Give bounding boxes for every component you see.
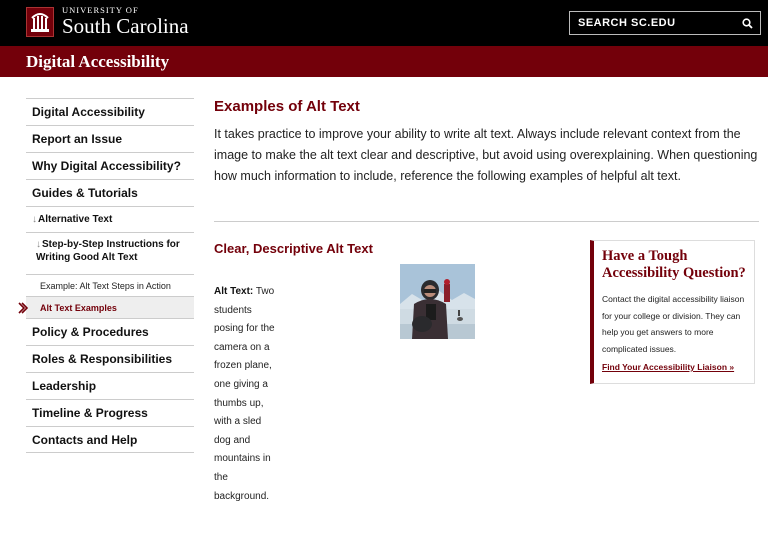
sidebar-item-timeline-progress[interactable]: Timeline & Progress [26,399,194,426]
logo-south-carolina: South Carolina [62,13,189,38]
sidebar-item-label: Alternative Text [38,214,113,225]
top-header [0,0,768,46]
accessibility-question-callout [590,240,755,384]
sidebar-item-policy-procedures[interactable]: Policy & Procedures [26,318,194,345]
callout-title: Have a Tough Accessibility Question? [602,248,746,281]
search-input[interactable] [570,12,730,34]
sidebar-item-roles-responsibilities[interactable]: Roles & Responsibilities [26,345,194,372]
sidebar-item-example-steps[interactable]: Example: Alt Text Steps in Action [26,274,194,296]
page-title: Examples of Alt Text [214,98,360,115]
find-liaison-link[interactable]: Find Your Accessibility Liaison » [602,362,735,372]
down-arrow-icon: ↓ [36,239,41,250]
sidebar-item-label: Step-by-Step Instructions for Writing Good Alt Text [36,239,180,263]
section-divider [214,221,759,222]
logo-mark-icon [26,7,54,37]
search-button[interactable] [738,14,756,32]
sidebar-item-why-digital-accessibility[interactable]: Why Digital Accessibility? [26,152,194,179]
alt-text-label: Alt Text: [214,286,254,297]
site-title-band [0,46,768,77]
alt-text-example [214,283,276,506]
sidebar-item-step-by-step[interactable] [26,232,194,274]
intro-paragraph: It takes practice to improve your ability to write alt text. Always include relevant context from the image to make the alt text clear and descriptive, but avoid using overexplaining. When questioning how much information to include, reference the following examples of helpful alt text. [214,127,758,183]
magnifier-icon [742,18,753,29]
sidebar-item-alternative-text[interactable] [26,206,194,232]
site-title[interactable]: Digital Accessibility [26,52,170,71]
down-arrow-icon: ↓ [32,214,37,225]
callout-body: Contact the digital accessibility liaison for your college or division. They can help you get answers to more complicated issues. [602,294,745,354]
sidebar-item-label: Alt Text Examples [40,303,117,313]
logo-university-of: UNIVERSITY OF [62,5,139,16]
university-logo[interactable] [26,5,189,38]
sidebar-item-report-an-issue[interactable]: Report an Issue [26,125,194,152]
main-content [214,98,759,187]
sidebar-nav [26,98,194,453]
section-title: Clear, Descriptive Alt Text [214,241,373,256]
sidebar-item-digital-accessibility[interactable]: Digital Accessibility [26,98,194,125]
example-photo [400,264,475,339]
sidebar-item-leadership[interactable]: Leadership [26,372,194,399]
sidebar-item-alt-text-examples[interactable] [26,296,194,318]
search-box [569,11,761,35]
active-chevron-icon [18,302,28,314]
alt-text-body: Two students posing for the camera on a frozen plane, one giving a thumbs up, with a sled dog and mountains in the background. [214,286,275,502]
sidebar-item-guides-tutorials[interactable]: Guides & Tutorials [26,179,194,206]
sidebar-item-contacts-help[interactable]: Contacts and Help [26,426,194,453]
